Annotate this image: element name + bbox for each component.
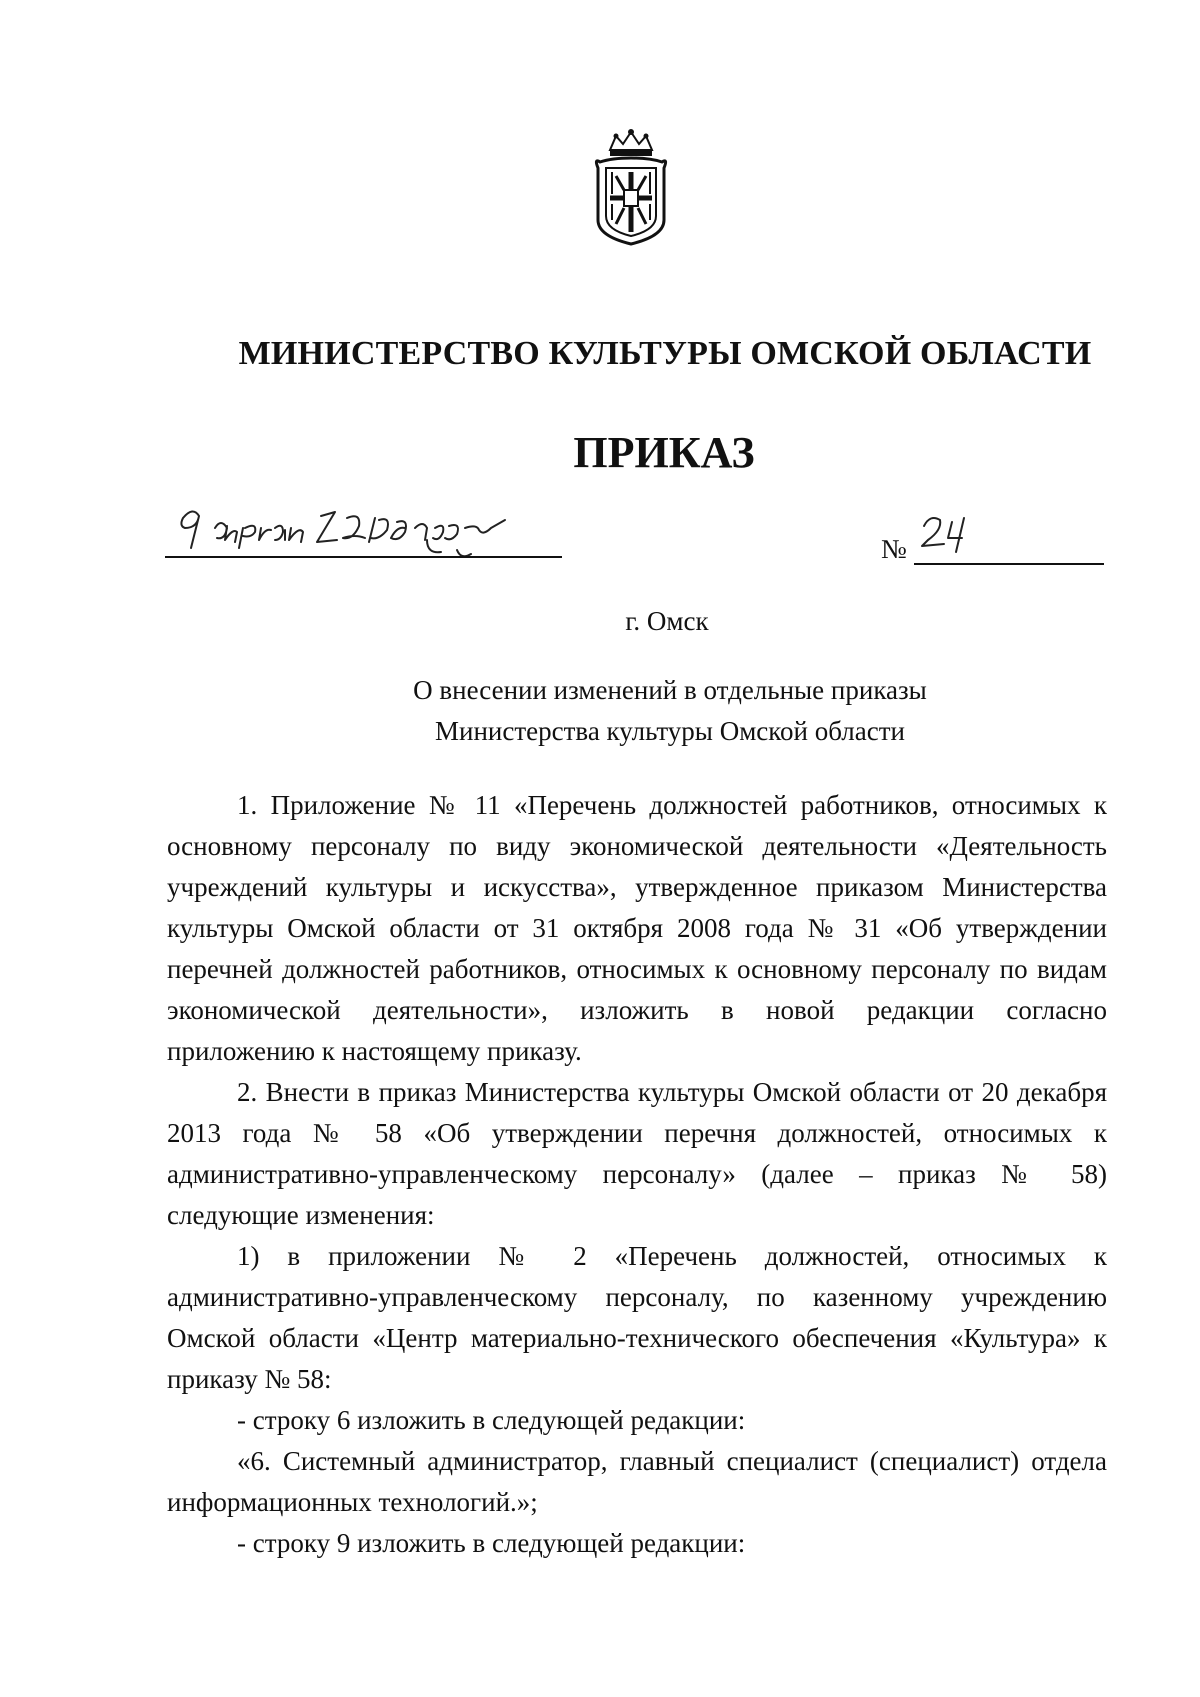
- number-underline: [914, 563, 1104, 565]
- handwritten-number: [918, 508, 978, 560]
- paragraph-2: 2. Внести в приказ Министерства культуры Омской области от 20 декабря 2013 года № 58 «Об утверждении перечня должностей, относимых к административно-управленческому персоналу» (далее – приказ № 58) следующие изменения:: [167, 1077, 1107, 1230]
- document-type-title: ПРИКАЗ: [573, 428, 755, 477]
- handwritten-date: [165, 498, 540, 558]
- order-body: [167, 785, 1107, 1564]
- order-subject: [320, 670, 1020, 752]
- ministry-name: МИНИСТЕРСТВО КУЛЬТУРЫ ОМСКОЙ ОБЛАСТИ: [238, 335, 1092, 372]
- city: г. Омск: [625, 606, 709, 636]
- paragraph-6: - строку 9 изложить в следующей редакции:: [237, 1528, 746, 1558]
- paragraph-1: 1. Приложение № 11 «Перечень должностей работников, относимых к основному персоналу по виду экономической деятельности «Деятельность учреждений культуры и искусства», утвержденное приказом Министерства культуры Омской области от 31 октября 2008 года № 31 «Об утверждении перечней должностей работников, относимых к основному персоналу по видам экономической деятельности», изложить в новой редакции согласно приложению к настоящему приказу.: [167, 790, 1107, 1066]
- paragraph-5: «6. Системный администратор, главный специалист (специалист) отдела информационных технологий.»;: [167, 1446, 1107, 1517]
- subject-line-1: О внесении изменений в отдельные приказы: [413, 675, 927, 705]
- paragraph-4: - строку 6 изложить в следующей редакции:: [237, 1405, 746, 1435]
- number-label: №: [881, 534, 907, 564]
- subject-line-2: Министерства культуры Омской области: [435, 716, 905, 746]
- coat-of-arms-emblem: [590, 128, 672, 246]
- date-underline: [165, 556, 562, 558]
- paragraph-3: 1) в приложении № 2 «Перечень должностей, относимых к административно-управленческому персоналу, по казенному учреждению Омской области «Центр материально-технического обеспечения «Культура» к приказу № 58:: [167, 1241, 1107, 1394]
